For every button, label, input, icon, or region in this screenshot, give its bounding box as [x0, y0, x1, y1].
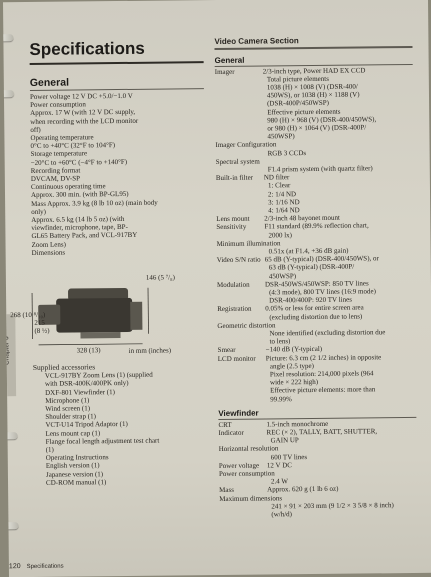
spec-label: Spectral system — [216, 157, 260, 166]
spec-line: Wind screen (1) — [45, 403, 207, 413]
spec-label: Lens mount — [216, 215, 264, 224]
spec-label — [215, 106, 267, 107]
spec-line: −20°C to +60°C (−4°F to +140°F) — [31, 157, 205, 167]
spec-label — [219, 443, 271, 444]
spec-value: Pixel resolution: 214,000 pixels (964 — [270, 369, 374, 378]
spec-label — [216, 171, 268, 172]
spec-value: 0.05% or less for entire screen area — [265, 304, 364, 313]
spec-label: Minimum illumination — [217, 239, 281, 248]
dim-width: 328 (13) — [77, 346, 101, 354]
viewfinder-heading: Viewfinder — [218, 407, 416, 418]
accessories-section — [33, 362, 208, 487]
spec-row — [219, 509, 417, 519]
spec-value: (4:3 mode), 800 TV lines (16:9 mode) — [269, 287, 376, 296]
spec-label: Maximum dimensions — [219, 494, 282, 503]
spec-label: LCD monitor — [218, 354, 266, 363]
spec-value: 980 (H) × 968 (V) (DSR-400/450WS), — [267, 115, 376, 124]
spec-label — [215, 89, 267, 90]
spec-line: Power consumption — [30, 99, 204, 109]
spec-label: Modulation — [217, 280, 265, 289]
spec-label: Power consumption — [219, 469, 275, 478]
spec-line: Operating Instructions — [46, 452, 208, 462]
chapter-tab-label: Chapter 6 — [3, 336, 10, 365]
spec-value: 65 dB (Y-typical) (DSR-400/450WS), or — [265, 254, 379, 263]
spec-label — [215, 114, 267, 115]
spec-value: angle (2.5 type) — [270, 362, 314, 370]
spec-value: 4: 1/64 ND — [268, 206, 300, 214]
general-heading-right: General — [215, 53, 413, 64]
spec-label: Registration — [217, 305, 265, 314]
spec-line: Japanese version (1) — [46, 469, 208, 479]
spec-line: off) — [30, 124, 204, 134]
spec-label — [219, 484, 271, 485]
spec-value: ND filter — [264, 173, 290, 181]
spec-value: 2.4 W — [271, 478, 288, 486]
spec-label — [215, 98, 267, 99]
spec-value: 3: 1/16 ND — [268, 198, 300, 206]
spec-value: Approx. 620 g (1 lb 6 oz) — [267, 485, 338, 494]
spec-label: Power voltage — [219, 461, 267, 470]
spec-value: 1.5-inch monochrome — [266, 420, 328, 429]
dim-mid-inch: (8 ½) — [34, 327, 49, 335]
spec-line: Storage temperature — [31, 149, 205, 159]
binder-ring — [3, 34, 13, 41]
binder-ring — [3, 90, 14, 97]
spec-value: wide × 222 high) — [270, 378, 318, 387]
page-footer — [9, 563, 64, 571]
spec-line: Microphone (1) — [45, 395, 207, 405]
spec-line: Lens mount cap (1) — [45, 428, 207, 438]
spec-label: Sensitivity — [216, 223, 264, 232]
spec-value: −140 dB (Y-typical) — [266, 345, 323, 354]
spec-value: 600 TV lines — [271, 453, 307, 461]
spec-value: 450WSP) — [269, 272, 296, 280]
spec-label — [219, 508, 271, 509]
spec-value: 450WSP) — [267, 132, 294, 140]
spec-value: (excluding distortion due to lens) — [269, 312, 362, 321]
spec-value: 2/3-inch type, Power HAD EX CCD — [263, 66, 366, 75]
spec-line: viewfinder, microphone, tape, BP- — [31, 222, 205, 232]
spec-label — [216, 237, 268, 238]
spec-value: Effective picture elements — [267, 107, 340, 116]
spec-line: GL65 Battery Pack, and VCL-917BY — [31, 231, 205, 241]
spec-value: F11 standard (89.9% reflection chart, — [264, 222, 368, 231]
spec-line: when recording with the LCD monitor — [30, 116, 204, 126]
spec-value: 2000 lx) — [268, 231, 292, 239]
spec-value: Total picture elements — [267, 75, 329, 84]
spec-value: (w/h/d) — [271, 510, 292, 518]
dim-length: 268 (10 ⁸/₁₀) — [10, 311, 45, 320]
spec-value: DSR-450WS/450WSP: 850 TV lines — [265, 279, 369, 288]
spec-label — [216, 204, 268, 205]
spec-line: English version (1) — [46, 461, 208, 471]
spec-label: Horizontal resolution — [219, 445, 279, 454]
spec-label — [218, 385, 270, 386]
dim-height: 146 (5 ⁷/₈) — [146, 273, 175, 282]
spec-label — [217, 294, 269, 295]
spec-line: Power voltage 12 V DC +5.0/−1.0 V — [30, 91, 204, 101]
spec-value: (DSR-400P/450WSP) — [267, 99, 329, 108]
section-rule — [214, 46, 412, 50]
spec-label — [217, 303, 269, 304]
spec-label — [218, 344, 270, 345]
spec-value: F1.4 prism system (with quartz filter) — [268, 164, 373, 173]
spec-value: 63 dB (Y-typical) (DSR-400P/ — [269, 263, 354, 272]
spec-line: Recording format — [31, 165, 205, 175]
spec-label: Mass — [219, 486, 267, 495]
binder-ring — [3, 522, 19, 529]
spec-label — [218, 368, 270, 369]
spec-label — [218, 401, 270, 402]
spec-value: Effective picture elements: more than — [270, 386, 375, 395]
spec-value: REC (× 2), TALLY, BATT, SHUTTER, — [266, 427, 377, 436]
left-column — [29, 38, 205, 257]
spec-value: DSR-400/400P: 920 TV lines — [269, 296, 352, 305]
spec-value: 0.51x (at F1.4, +36 dB gain) — [269, 247, 349, 256]
spec-value: 1: Clear — [268, 182, 290, 190]
spec-value: 241 × 91 × 203 mm (9 1/2 × 3 5/8 × 8 inch) — [271, 501, 394, 510]
spec-line: Continuous operating time — [31, 181, 205, 191]
camcorder-drawing — [28, 278, 169, 354]
general-heading: General — [30, 75, 204, 89]
spec-label — [216, 188, 268, 189]
spec-label: Indicator — [218, 429, 266, 438]
page-title: Specifications — [29, 38, 203, 60]
spec-label — [216, 196, 268, 197]
spec-label: Built-in filter — [216, 174, 264, 183]
page-number: 120 — [9, 563, 21, 570]
spec-label: Imager Configuration — [215, 141, 276, 150]
spec-value: 1038 (H) × 1008 (V) (DSR-400/ — [267, 82, 358, 91]
spec-line: only) — [31, 206, 205, 216]
spec-label — [217, 270, 269, 271]
dimensions-figure — [28, 278, 169, 354]
spec-line: CD-ROM manual (1) — [46, 477, 208, 487]
spec-label: Smear — [218, 346, 266, 355]
spec-value: 2: 1/4 ND — [268, 190, 296, 198]
spec-label — [217, 319, 269, 320]
spec-line: DVCAM, DV-SP — [31, 173, 205, 183]
accessories-list — [33, 370, 208, 487]
spec-line: Dimensions — [32, 247, 206, 257]
spec-value: 450WS), or 1038 (H) × 1188 (V) — [267, 91, 360, 100]
spec-value: 12 V DC — [267, 461, 292, 469]
camera-spec-list — [215, 65, 417, 403]
spec-line: Mass Approx. 3.9 kg (8 lb 10 oz) (main body — [31, 198, 205, 208]
viewfinder-spec-list — [218, 419, 417, 520]
spec-value: None identified (excluding distortion due — [269, 328, 385, 337]
spec-label: CRT — [218, 420, 266, 429]
spec-value: 99.99% — [270, 395, 292, 403]
spec-label — [219, 459, 271, 460]
spec-label: Imager — [215, 67, 263, 76]
spec-line: 0°C to +40°C (32°F to 104°F) — [30, 140, 204, 150]
spec-line: Operating temperature — [30, 132, 204, 142]
spec-label — [218, 393, 270, 394]
spec-value: or 980 (H) × 1064 (V) (DSR-400P/ — [267, 123, 366, 132]
spec-value: GAIN UP — [271, 436, 299, 444]
spec-value: RGB 3 CCDs — [268, 149, 307, 157]
spec-label — [215, 139, 267, 140]
spec-label: Geometric distortion — [217, 321, 275, 330]
footer-label: Specifications — [27, 564, 64, 570]
dim-unit: in mm (inches) — [129, 347, 171, 356]
general-spec-list — [30, 91, 206, 257]
spec-line: DXF-801 Viewfinder (1) — [45, 387, 207, 397]
binder-ring — [3, 432, 18, 439]
spec-label — [217, 278, 269, 279]
spec-label — [215, 130, 267, 131]
spec-value: 2/3-inch 48 bayonet mount — [264, 214, 340, 223]
right-column — [214, 36, 417, 519]
spec-line: VCT-U14 Tripod Adaptor (1) — [45, 420, 207, 430]
spec-line: Flange focal length adjustment test chart — [46, 436, 208, 446]
spec-line: Approx. 300 min. (with BP-GL95) — [31, 190, 205, 200]
spec-line: (1) — [46, 444, 208, 454]
spec-line: Shoulder strap (1) — [45, 411, 207, 421]
spec-label: Video S/N ratio — [217, 256, 265, 265]
spec-label — [215, 122, 267, 123]
spec-value: to lens) — [270, 337, 291, 345]
spec-value: Picture: 6.3 cm (2 1/2 inches) in opposite — [266, 353, 382, 362]
spec-label — [218, 376, 270, 377]
spec-label — [215, 81, 267, 82]
spec-label — [216, 155, 268, 156]
spec-line: VCL-917BY Zoom Lens (1) (supplied — [45, 370, 207, 380]
spec-label — [217, 253, 269, 254]
spec-line: Approx. 17 W (with 12 V DC supply, — [30, 108, 204, 118]
spec-label — [219, 517, 271, 518]
dim-mid: 215 — [34, 319, 45, 327]
manual-page — [3, 0, 431, 577]
spec-label — [218, 335, 270, 336]
section-title: Video Camera Section — [214, 35, 412, 46]
accessories-title: Supplied accessories — [33, 362, 207, 372]
spec-label — [216, 212, 268, 213]
spec-line: Approx. 6.5 kg (14 lb 5 oz) (with — [31, 214, 205, 224]
spec-line: Zoom Lens) — [31, 239, 205, 249]
spec-line: with DSR-400K/400PK only) — [45, 379, 207, 389]
